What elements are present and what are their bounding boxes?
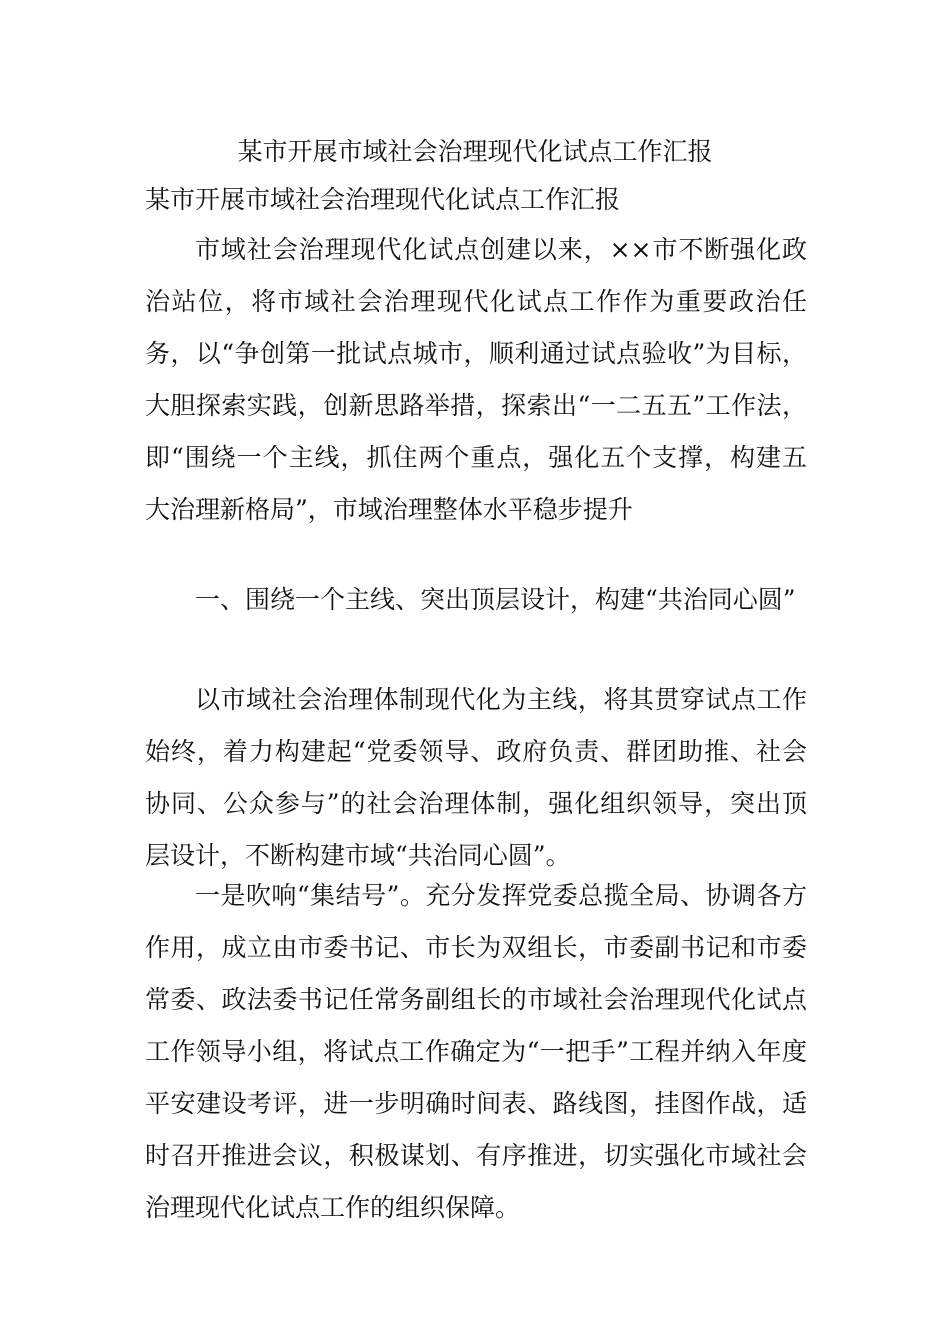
paragraph-section-1: 以市域社会治理体制现代化为主线，将其贯穿试点工作始终，着力构建起“党委领导、政府负责、群团助推、社会协同、公众参与”的社会治理体制，强化组织领导，突出顶层设计，不断构建市域“共治同心圆”。 xyxy=(145,685,807,870)
paragraph-intro: 市域社会治理现代化试点创建以来，××市不断强化政治站位，将市域社会治理现代化试点工作作为重要政治任务，以“争创第一批试点城市，顺利通过试点验收”为目标，大胆探索实践，创新思路举措，探索出“一二五五”工作法，即“围绕一个主线，抓住两个重点，强化五个支撑，构建五大治理新格局”，市域治理整体水平稳步提升 xyxy=(145,235,807,524)
paragraph-item-1: 一是吹响“集结号”。充分发挥党委总揽全局、协调各方作用，成立由市委书记、市长为双组长，市委副书记和市委常委、政法委书记任常务副组长的市域社会治理现代化试点工作领导小组，将试点工作确定为“一把手”工程并纳入年度平安建设考评，进一步明确时间表、路线图，挂图作战，适时召开推进会议，积极谋划、有序推进，切实强化市域社会治理现代化试点工作的组织保障。 xyxy=(145,881,807,1222)
section-heading-1: 一、围绕一个主线、突出顶层设计，构建“共治同心圆” xyxy=(195,585,796,614)
document-subtitle: 某市开展市域社会治理现代化试点工作汇报 xyxy=(145,185,621,214)
document-title: 某市开展市域社会治理现代化试点工作汇报 xyxy=(237,137,713,166)
